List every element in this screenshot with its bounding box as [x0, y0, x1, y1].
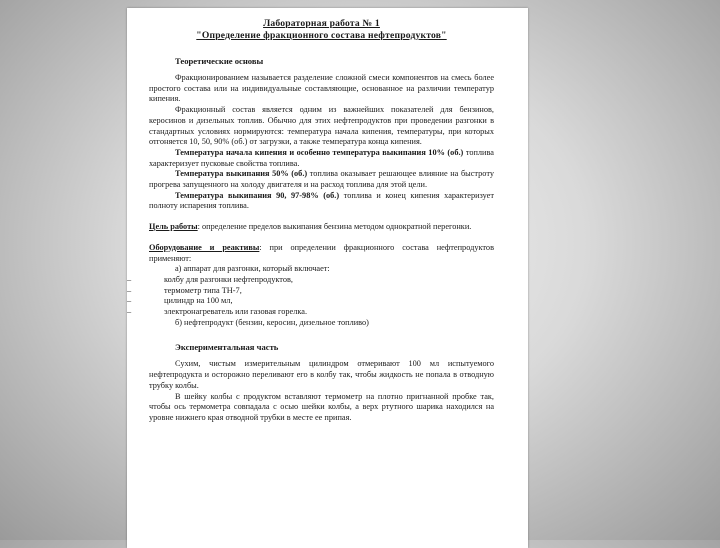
equipment-paragraph [149, 243, 494, 264]
theory-p3-rest: топлива характеризует пусковые свойства топлива. [149, 147, 494, 168]
theory-paragraph-2: Фракционный состав является одним из важнейших показателей для бензинов, керосинов и дизельных топлив. Обычно для этих нефтепродуктов при проведении разгонки в стандартных условиях нормируются: температура начала кипения, температуры, при которых отгоняется 10, 50, 90% (об.) от загрузки, а также температура конца кипения. [149, 105, 494, 147]
theory-p3-bold: Температура начала кипения и особенно температура выкипания 10% (об.) [175, 147, 464, 157]
experiment-heading: Экспериментальная часть [175, 342, 279, 353]
theory-heading: Теоретические основы [175, 56, 264, 66]
equipment-label: Оборудование и реактивы [149, 242, 260, 252]
goal-label: Цель работы [149, 222, 198, 232]
document-page [127, 8, 528, 548]
theory-p5-rest: топлива и конец кипения характеризует полноту испарения топлива. [149, 190, 494, 211]
equipment-list [149, 275, 494, 318]
equipment-item-a: а) аппарат для разгонки, который включает: [175, 264, 330, 274]
experiment-paragraph-1: Сухим, чистым измерительным цилиндром отмеривают 100 мл испытуемого нефтепродукта и осторожно переливают его в колбу так, чтобы жидкость не попала в отводную трубку колбы. [149, 359, 494, 390]
theory-p4-bold: Температура выкипания 50% (об.) [175, 169, 308, 179]
theory-paragraph-5 [149, 191, 494, 212]
theory-paragraph-3 [149, 148, 494, 169]
title-line-2: "Определение фракционного состава нефтепродуктов" [196, 30, 447, 41]
goal-paragraph [149, 222, 494, 233]
experiment-paragraph-2: В шейку колбы с продуктом вставляют термометр на плотно пригнанной пробке так, чтобы ось термометра совпадала с осью шейки колбы, а верх ртутного шарика находился на уровне нижнего края отводной трубки в месте ее припая. [149, 391, 494, 422]
theory-paragraph-1: Фракционированием называется разделение сложной смеси компонентов на смесь более простого состава или на индивидуальные составляющие, основанное на различии температур кипения. [149, 73, 494, 104]
theory-p4-rest: топлива оказывает решающее влияние на быстроту прогрева запущенного на холоду двигателя и на расход топлива для этой цели. [149, 169, 495, 190]
goal-text: : определение пределов выкипания бензина методом однократной перегонки. [197, 222, 472, 232]
theory-p5-bold: Температура выкипания 90, 97-98% (об.) [175, 190, 340, 200]
title-line-1: Лабораторная работа № 1 [263, 18, 380, 29]
list-item: – термометр типа ТН-7, [149, 286, 494, 297]
list-item: – цилиндр на 100 мл, [149, 296, 494, 307]
document-body [149, 18, 494, 424]
list-item: – колбу для разгонки нефтепродуктов, [149, 275, 494, 286]
equipment-text: : при определении фракционного состава нефтепродуктов применяют: [149, 242, 494, 263]
list-item: – электронагреватель или газовая горелка. [149, 307, 494, 318]
theory-paragraph-4 [149, 169, 494, 190]
equipment-item-b: б) нефтепродукт (бензин, керосин, дизельное топливо) [175, 317, 369, 327]
